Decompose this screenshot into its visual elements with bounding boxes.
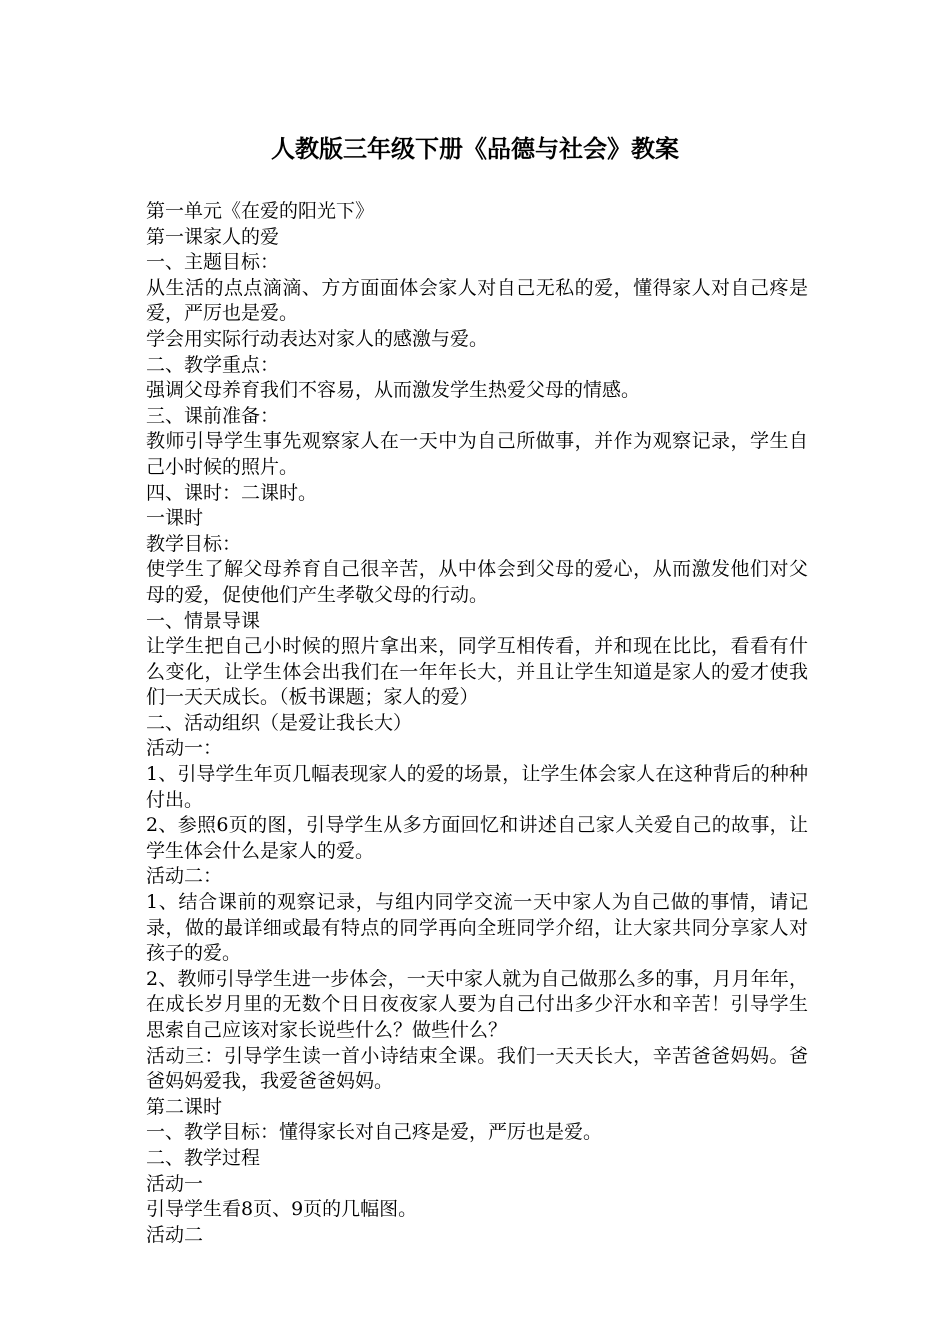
- section-heading: 二、活动组织（是爱让我长大）: [146, 711, 413, 734]
- activity-heading: 活动二: [146, 1223, 204, 1246]
- paragraph: 1、引导学生年页几幅表现家人的爱的场景，让学生体会家人在这种背后的种种付出。: [146, 763, 808, 811]
- unit-heading: 第一单元《在爱的阳光下》: [146, 200, 375, 222]
- paragraph: 1、结合课前的观察记录，与组内同学交流一天中家人为自己做的事情，请记录，做的最详细或最有特点的同学再向全班同学介绍，让大家共同分享家人对孩子的爱。: [146, 891, 808, 965]
- document-body: [146, 199, 808, 1248]
- activity-heading: 活动一：: [146, 737, 223, 760]
- paragraph: 让学生把自己小时候的照片拿出来，同学互相传看，并和现在比比，看看有什么变化，让学生体会出我们在一年年长大，并且让学生知道是家人的爱才使我们一天天成长。（板书课题；家人的爱）: [146, 635, 808, 709]
- section-heading: 一课时: [146, 507, 204, 530]
- paragraph: 2、教师引导学生进一步体会，一天中家人就为自己做那么多的事，月月年年，在成长岁月里的无数个日日夜夜家人要为自己付出多少汗水和辛苦！引导学生思索自己应该对家长说些什么？做些什么？: [146, 967, 808, 1041]
- paragraph: 教师引导学生事先观察家人在一天中为自己所做事，并作为观察记录，学生自己小时候的照片。: [146, 430, 808, 478]
- section-heading: 一、主题目标：: [146, 251, 280, 274]
- lesson-heading: 第一课家人的爱: [146, 225, 280, 248]
- paragraph: 强调父母养育我们不容易，从而激发学生热爱父母的情感。: [146, 379, 641, 402]
- section-heading: 教学目标：: [146, 532, 242, 555]
- document-title: 人教版三年级下册《品德与社会》教案: [271, 134, 679, 163]
- paragraph: 活动三：引导学生读一首小诗结束全课。我们一天天长大，辛苦爸爸妈妈。爸爸妈妈爱我，我爱爸爸妈妈。: [146, 1044, 808, 1093]
- paragraph: 使学生了解父母养育自己很辛苦，从中体会到父母的爱心，从而激发他们对父母的爱，促使他们产生孝敬父母的行动。: [146, 558, 808, 606]
- activity-heading: 活动一: [146, 1172, 204, 1195]
- section-heading: 第二课时: [146, 1095, 223, 1118]
- paragraph: 学会用实际行动表达对家人的感激与爱。: [146, 327, 489, 350]
- section-heading: 二、教学重点：: [146, 353, 280, 376]
- section-heading: 三、课前准备：: [146, 404, 280, 427]
- section-heading: 一、情景导课: [146, 609, 261, 632]
- paragraph: 一、教学目标：懂得家长对自己疼是爱，严厉也是爱。: [146, 1121, 603, 1144]
- paragraph: 从生活的点点滴滴、方方面面体会家人对自己无私的爱，懂得家人对自己疼是爱，严厉也是爱。: [146, 276, 808, 325]
- section-heading: 二、教学过程: [146, 1146, 261, 1169]
- paragraph: 引导学生看8页、9页的几幅图。: [146, 1198, 418, 1221]
- paragraph: 2、参照6页的图，引导学生从多方面回忆和讲述自己家人关爱自己的故事，让学生体会什么是家人的爱。: [146, 814, 808, 862]
- paragraph: 四、课时：二课时。: [146, 481, 318, 504]
- activity-heading: 活动二：: [146, 865, 223, 888]
